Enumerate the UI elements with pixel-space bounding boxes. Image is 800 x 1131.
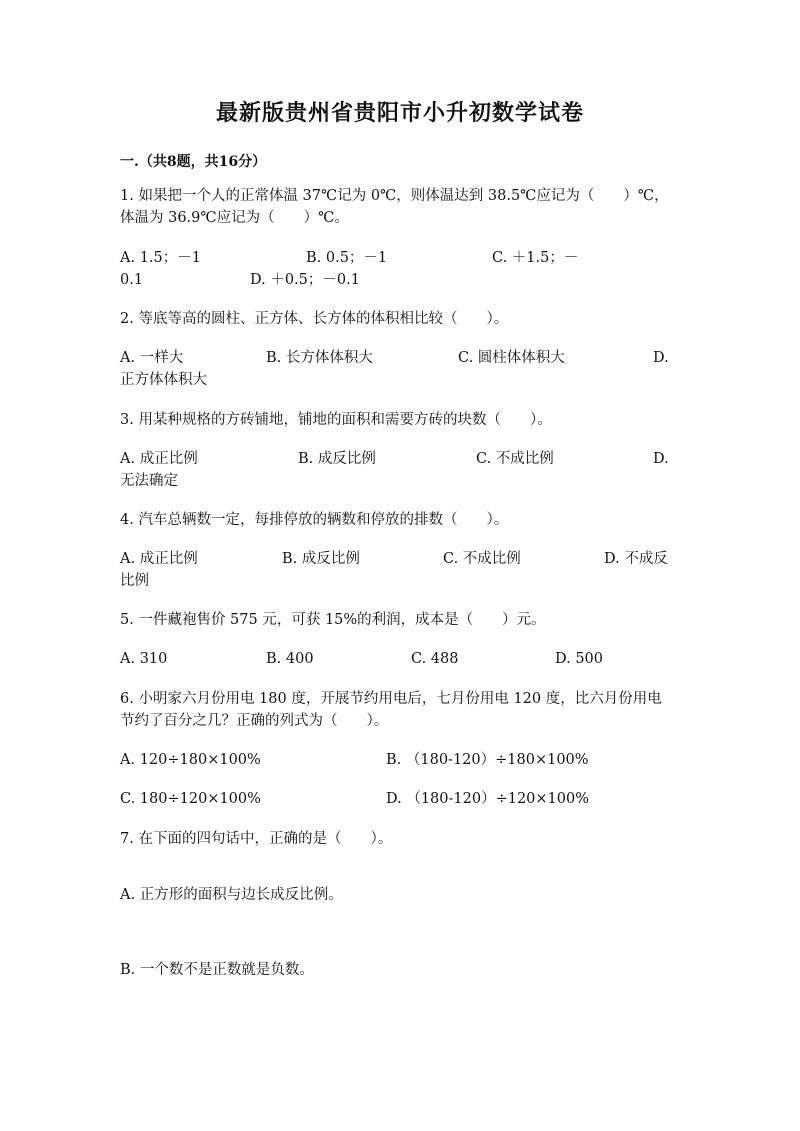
option-a: A. 成正比例 xyxy=(120,551,198,567)
question-6-options-row-1 xyxy=(120,749,670,771)
option-c: C. ＋1.5；－ xyxy=(492,250,579,266)
option-d: D. 不成反 xyxy=(604,551,668,567)
option-a: A. 正方形的面积与边长成反比例。 xyxy=(120,887,343,903)
option-c: C. 不成比例 xyxy=(476,451,554,467)
option-a: A. 120÷180×100% xyxy=(120,752,261,768)
exam-title: 最新版贵州省贵阳市小升初数学试卷 xyxy=(215,100,584,126)
option-b: B. 成反比例 xyxy=(282,551,360,567)
option-b: B. 400 xyxy=(266,651,314,667)
option-d-continued: 比例 xyxy=(120,573,149,589)
option-d: D. xyxy=(653,451,669,467)
option-b: B. 0.5；－1 xyxy=(306,250,388,266)
option-d: D. ＋0.5；－0.1 xyxy=(250,272,360,288)
option-c-continued: 0.1 xyxy=(120,272,144,288)
question-1-options xyxy=(120,247,670,291)
option-c: C. 488 xyxy=(411,651,459,667)
question-3-options xyxy=(120,448,670,492)
question-5: 5. 一件藏袍售价 575 元，可获 15%的利润，成本是（ ）元。 xyxy=(120,612,546,628)
option-b: B. 成反比例 xyxy=(298,451,376,467)
option-c: C. 不成比例 xyxy=(443,551,521,567)
question-7: 7. 在下面的四句话中，正确的是（ ）。 xyxy=(120,831,393,847)
option-b: B. 一个数不是正数就是负数。 xyxy=(120,962,314,978)
option-d: D. xyxy=(653,350,669,366)
section-heading: 一.（共8题，共16分） xyxy=(120,154,267,170)
option-d-continued: 正方体体积大 xyxy=(120,372,207,388)
question-2-options xyxy=(120,347,670,391)
option-b: B. 长方体体积大 xyxy=(266,350,373,366)
option-d: D. （180-120）÷120×100% xyxy=(386,791,590,807)
option-a: A. 成正比例 xyxy=(120,451,198,467)
question-3: 3. 用某种规格的方砖铺地，铺地的面积和需要方砖的块数（ ）。 xyxy=(120,412,552,428)
question-1: 1. 如果把一个人的正常体温 37℃记为 0℃，则体温达到 38.5℃应记为（ ）℃，体温为 36.9℃应记为（ ）℃。 xyxy=(120,188,669,226)
option-a: A. 310 xyxy=(120,651,168,667)
option-c: C. 圆柱体体积大 xyxy=(458,350,565,366)
question-6: 6. 小明家六月份用电 180 度，开展节约用电后，七月份用电 120 度，比六月份用电节约了百分之几？正确的列式为（ ）。 xyxy=(120,691,662,729)
option-c: C. 180÷120×100% xyxy=(120,791,261,807)
question-6-options-row-2 xyxy=(120,788,670,810)
option-a: A. 一样大 xyxy=(120,350,184,366)
option-d-continued: 无法确定 xyxy=(120,473,178,489)
question-4: 4. 汽车总辆数一定，每排停放的辆数和停放的排数（ ）。 xyxy=(120,512,509,528)
question-5-options xyxy=(120,648,670,670)
question-4-options xyxy=(120,548,670,592)
option-a: A. 1.5；－1 xyxy=(120,250,201,266)
question-2: 2. 等底等高的圆柱、正方体、长方体的体积相比较（ ）。 xyxy=(120,311,509,327)
option-b: B. （180-120）÷180×100% xyxy=(386,752,589,768)
option-d: D. 500 xyxy=(555,651,604,667)
